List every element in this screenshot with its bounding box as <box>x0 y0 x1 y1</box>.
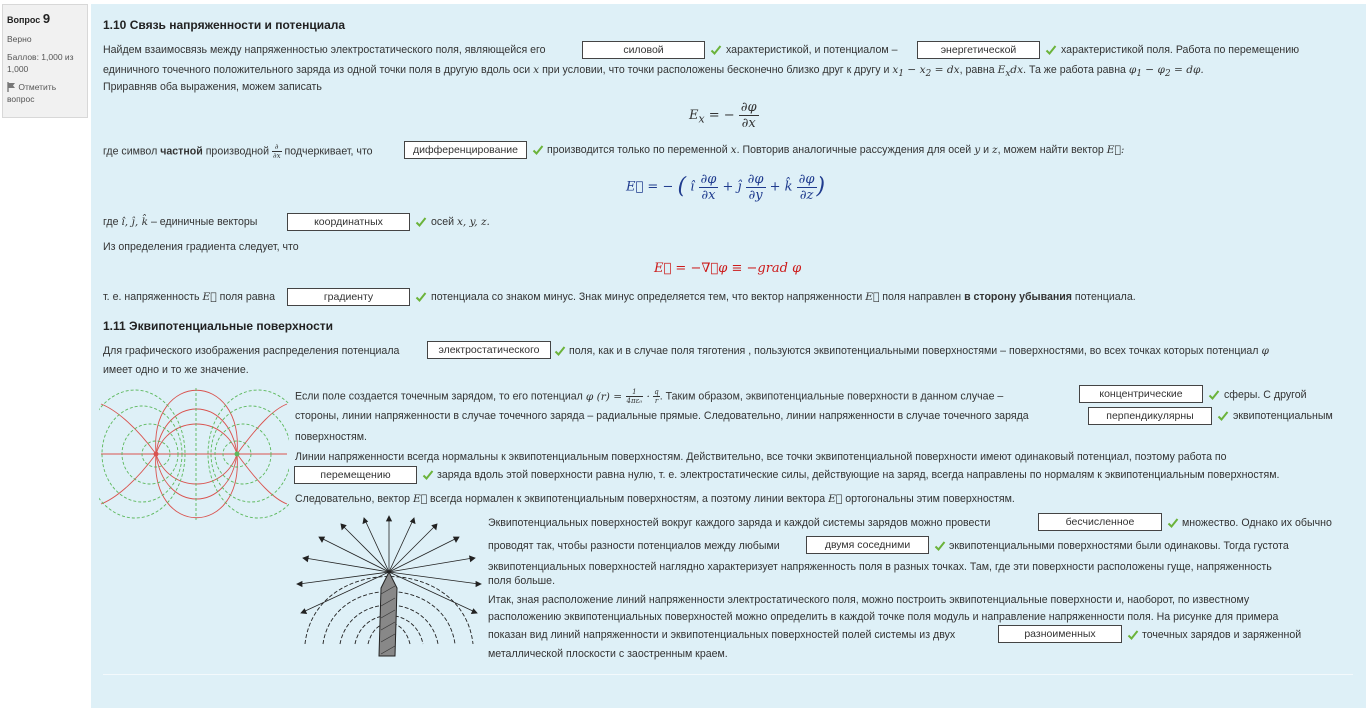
s2-text: имеет одно и то же значение. <box>103 364 249 376</box>
s1-text: . Та же работа равна <box>1023 64 1126 76</box>
answer-field-5[interactable]: градиенту <box>287 288 410 306</box>
answer-field-1[interactable]: силовой <box>582 41 705 59</box>
divider <box>103 674 1353 675</box>
answer-field-11[interactable]: двумя соседними <box>806 536 929 554</box>
s2-text: эквипотенциальных поверхностей наглядно характеризует напряженность поля в разных точках. Там, где эти поверхности расположены гуще, напряженность <box>488 561 1272 573</box>
s1-text: Из определения градиента следует, что <box>103 241 299 253</box>
s2-line1b <box>569 344 1269 358</box>
math-x: x <box>730 144 737 156</box>
question-content <box>91 4 1366 708</box>
s2-text: стороны, линии напряженности в случае точечного заряда – радиальные прямые. Следовательно, линии напряженности в случае точечного заряда <box>295 410 1029 422</box>
answer-field-8[interactable]: перпендикулярны <box>1088 407 1212 425</box>
s2-text: заряда вдоль этой поверхности равна нулю, т. е. электростатические силы, действующие на заряд, всегда направлены по нормалям к эквипотенциальным поверхностям. <box>437 469 1280 481</box>
answer-field-7[interactable]: концентрические <box>1079 385 1203 403</box>
s2-text: сферы. С другой <box>1224 389 1307 401</box>
check-icon <box>415 216 427 228</box>
s1-text: Найдем взаимосвязь между напряженностью электростатического поля, являющейся его <box>103 44 546 56</box>
s1-text: единичного точечного положительного заряда из одной точки поля в другую вдоль оси <box>103 64 531 76</box>
formula-grad-components: E⃗ = − ( î $\frac{\partial\varphi}{\partial x}$ + ĵ $\frac{\partial\varphi}{\partial y}$ + k̂ $\frac{\partial\varphi}{\partial z}$ ) <box>626 171 826 203</box>
check-icon <box>710 44 722 56</box>
s2-text: показан вид линий напряженности и эквипотенциальных поверхностей полей системы из двух <box>488 629 956 641</box>
s1-text: осей <box>431 216 454 228</box>
check-icon <box>554 345 566 357</box>
s1-text: – единичные векторы <box>150 216 258 228</box>
s2-text: поверхностям. <box>295 431 367 443</box>
question-status: Верно <box>7 34 32 45</box>
question-number <box>7 10 83 28</box>
check-icon <box>1208 389 1220 401</box>
math-vec-e: E⃗ <box>865 291 880 303</box>
s2-text: расположению эквипотенциальных поверхностей можно определить в каждой точке поля модуль и направление напряженности поля. На рисунке для примера <box>488 611 1279 623</box>
s1-line4b <box>547 143 1124 157</box>
math-y: y <box>974 144 981 156</box>
s2-text: проводят так, чтобы разности потенциалов между любыми <box>488 540 780 552</box>
s1-text: где <box>103 216 119 228</box>
s1-text: поля равна <box>219 291 275 303</box>
formula-ex: $E_x$ = − $\frac{\partial\varphi}{\partial x}$ <box>689 100 757 131</box>
question-number-value: 9 <box>42 11 51 26</box>
dipole-field-figure <box>99 384 289 524</box>
s1-text: при условии, что точки расположены бесконечно близко друг к другу и <box>542 64 890 76</box>
check-icon <box>422 469 434 481</box>
flag-question-link[interactable] <box>7 82 83 106</box>
section-1-11-title: 1.11 Эквипотенциальные поверхности <box>103 319 333 333</box>
s2-text: металлической плоскости с заостренным краем. <box>488 648 728 660</box>
s2-text: ортогональны этим поверхностям. <box>845 493 1015 505</box>
s1-text: , равна <box>959 64 995 76</box>
s2-text: множество. Однако их обычно <box>1182 517 1332 529</box>
math-x1-x2: $x_1 - x_2$ = dx <box>892 64 960 80</box>
s1-line5 <box>103 215 257 229</box>
s1-text: поля направлен <box>882 291 962 303</box>
section-1-10-title: 1.10 Связь напряженности и потенциала <box>103 18 346 32</box>
math-vec-e: E⃗: <box>1106 144 1125 156</box>
math-xyz: x, y, z. <box>456 216 490 228</box>
check-icon <box>1127 629 1139 641</box>
math-phi-diff: $\varphi_1 - \varphi_2 = d\varphi$. <box>1128 64 1204 80</box>
s2-text: Если поле создается точечным зарядом, то его потенциал <box>295 390 583 403</box>
s1-text: , можем найти вектор <box>997 144 1104 156</box>
answer-field-2[interactable]: энергетической <box>917 41 1040 59</box>
formula-grad: E⃗ = −∇⃗φ ≡ −grad φ <box>654 261 802 276</box>
answer-field-6[interactable]: электростатического <box>427 341 551 359</box>
s2-text: эквипотенциальным <box>1233 410 1333 422</box>
math-exdx: $E_xdx$ <box>997 64 1024 80</box>
s1-text: где символ <box>103 145 158 158</box>
s1-text: . Повторив аналогичные рассуждения для осей <box>736 144 972 156</box>
check-icon <box>1045 44 1057 56</box>
s2-line8 <box>295 492 1015 506</box>
pointed-plate-field-figure <box>295 514 483 660</box>
math-unit-vectors: î, ĵ, k̂ <box>121 216 148 228</box>
s1-bold-text: в сторону убывания <box>964 291 1072 303</box>
s2-text: эквипотенциальными поверхностями были одинаковы. Тогда густота <box>949 540 1289 552</box>
s1-text: подчеркивает, что <box>284 145 373 158</box>
math-vec-e: E⃗ <box>202 291 217 303</box>
answer-field-10[interactable]: бесчисленное <box>1038 513 1162 531</box>
s1-text: и <box>983 144 990 156</box>
s1-line7b <box>431 290 1136 304</box>
s1-line5b <box>431 215 490 229</box>
math-z: z <box>992 144 998 156</box>
s1-line4 <box>103 143 373 160</box>
check-icon <box>934 540 946 552</box>
s2-text: Следовательно, вектор <box>295 493 411 505</box>
s1-text: потенциала. <box>1074 291 1136 303</box>
answer-field-9[interactable]: перемещению <box>294 466 417 484</box>
s1-text: характеристикой поля. Работа по перемещению <box>1061 44 1300 56</box>
math-partial-dx: $\frac{\partial}{\partial x}$ <box>272 143 281 160</box>
math-phi: φ <box>1261 345 1269 357</box>
question-info-panel <box>2 4 88 118</box>
s1-bold-text: частной <box>160 145 203 158</box>
s2-text: поля, как и в случае поля тяготения , пользуются эквипотенциальными поверхностями – поверхностями, во всех точках которых потенциал <box>569 345 1259 357</box>
check-icon <box>1167 517 1179 529</box>
math-vec-e: E⃗ <box>828 493 843 505</box>
s2-text: . Таким образом, эквипотенциальные поверхности в данном случае – <box>659 390 1004 403</box>
question-score: Баллов: 1,000 из 1,000 <box>7 52 74 74</box>
answer-field-4[interactable]: координатных <box>287 213 410 231</box>
math-vec-e: E⃗ <box>412 493 428 505</box>
check-icon <box>415 291 427 303</box>
s1-line7 <box>103 290 275 304</box>
s1-text: производится только по переменной <box>547 144 728 156</box>
s2-text: Итак, зная расположение линий напряженности электростатического поля, можно построить эквипотенциальные поверхности и, наоборот, по известному <box>488 594 1250 606</box>
s1-text: Приравняв оба выражения, можем записать <box>103 81 322 93</box>
answer-field-12[interactable]: разноименных <box>998 625 1122 643</box>
s2-text: поля больше. <box>488 575 556 587</box>
s2-text: Эквипотенциальных поверхностей вокруг каждого заряда и каждой системы зарядов можно провести <box>488 517 991 529</box>
s2-text: всегда нормален к эквипотенциальным поверхностям, а поэтому линии вектора <box>430 493 826 505</box>
check-icon <box>532 144 544 156</box>
s1-text: потенциала со знаком минус. Знак минус определяется тем, что вектор напряженности <box>431 291 863 303</box>
s2-text: Линии напряженности всегда нормальны к эквипотенциальным поверхностям. Действительно, все точки эквипотенциальной поверхности имеют одинаковый потенциал, поэтому работа по <box>295 451 1227 463</box>
s1-text: характеристикой, и потенциалом – <box>726 44 898 56</box>
s1-text: т. е. напряженность <box>103 291 200 303</box>
flag-question-label: Отметить вопрос <box>7 81 57 104</box>
math-potential: φ (r) = $\frac{1}{\text{4πε₀}}$ · $\frac{q}{r}$ <box>585 388 659 405</box>
flag-icon <box>7 82 16 92</box>
s1-line2 <box>103 63 1204 81</box>
s2-text: Для графического изображения распределения потенциала <box>103 345 400 357</box>
check-icon <box>1217 410 1229 422</box>
s2-line3 <box>295 388 1003 405</box>
question-label: Вопрос <box>7 15 41 25</box>
math-x: x <box>533 64 540 76</box>
answer-field-3[interactable]: дифференцирование <box>404 141 527 159</box>
s2-text: точечных зарядов и заряженной <box>1142 629 1302 641</box>
s1-text: производной <box>205 145 269 158</box>
